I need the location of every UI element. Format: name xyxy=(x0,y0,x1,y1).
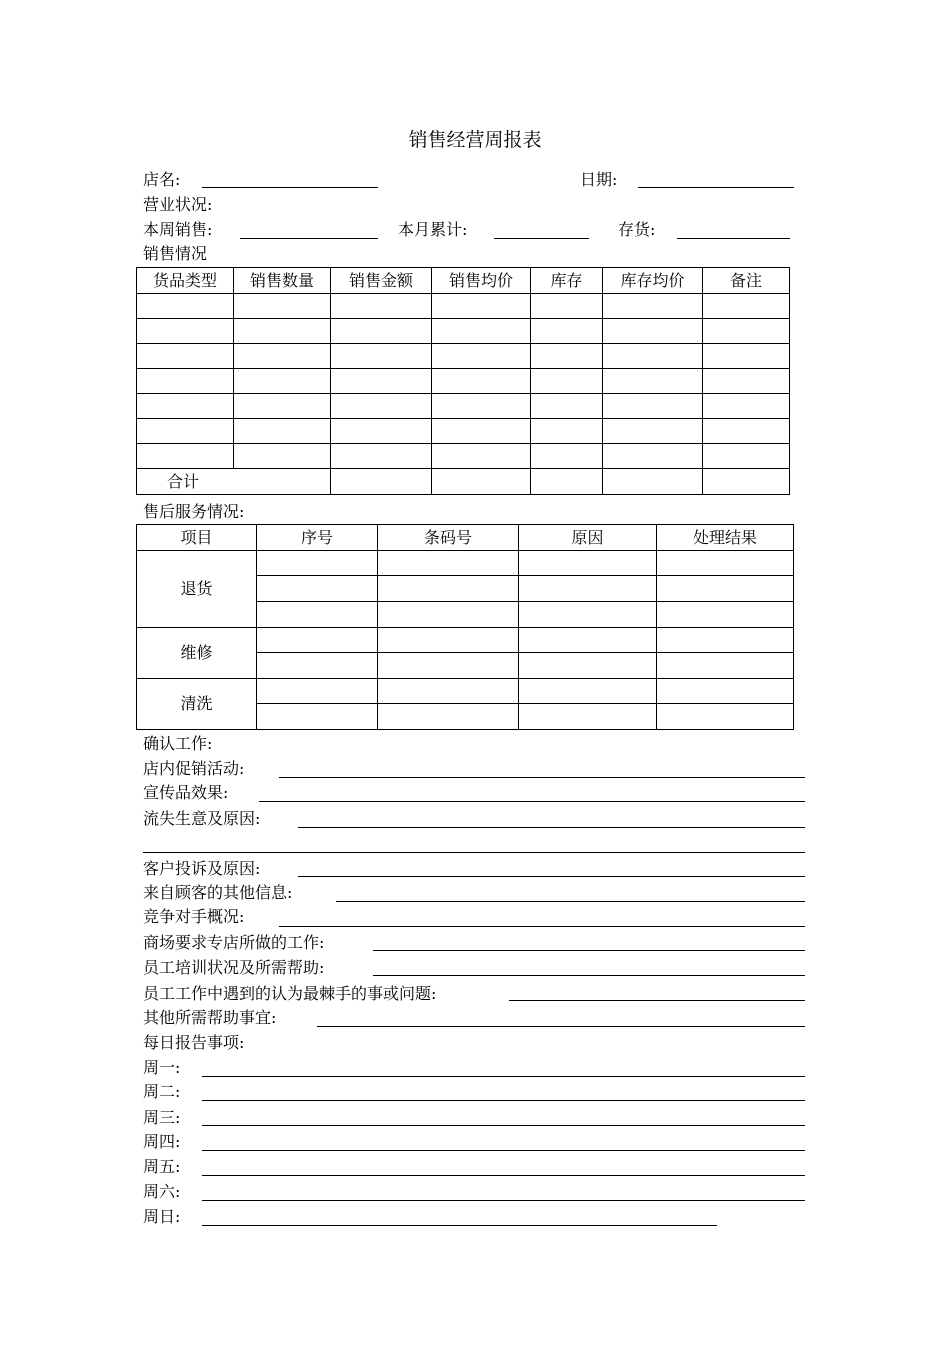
column-header: 销售均价 xyxy=(432,268,531,294)
item-cleaning: 清洗 xyxy=(137,679,257,730)
column-header: 处理结果 xyxy=(657,525,794,551)
table-cell[interactable] xyxy=(331,369,432,394)
table-cell[interactable] xyxy=(603,419,703,444)
competitor-field[interactable] xyxy=(279,926,805,927)
table-cell[interactable] xyxy=(234,394,331,419)
complaint-label: 客户投诉及原因: xyxy=(143,859,261,878)
other-help-label: 其他所需帮助事宜: xyxy=(143,1008,277,1027)
table-row xyxy=(137,394,790,419)
table-cell[interactable] xyxy=(257,653,378,679)
complaint-field[interactable] xyxy=(298,876,805,877)
table-cell[interactable] xyxy=(234,294,331,319)
table-cell[interactable] xyxy=(257,628,378,653)
sales-header-row xyxy=(137,268,790,294)
table-cell[interactable] xyxy=(703,394,790,419)
table-cell[interactable] xyxy=(531,469,603,495)
lost-business-field-line-2[interactable] xyxy=(143,852,805,853)
mall-request-field[interactable] xyxy=(373,950,805,951)
table-cell[interactable] xyxy=(331,419,432,444)
table-cell[interactable] xyxy=(137,294,234,319)
weekly-sales-label: 本周销售: xyxy=(143,220,213,239)
column-header: 项目 xyxy=(137,525,257,551)
month-total-label: 本月累计: xyxy=(398,220,468,239)
thursday-field[interactable] xyxy=(202,1150,805,1151)
table-cell[interactable] xyxy=(331,344,432,369)
table-cell[interactable] xyxy=(703,344,790,369)
column-header: 库存 xyxy=(531,268,603,294)
tuesday-field[interactable] xyxy=(202,1100,805,1101)
table-cell[interactable] xyxy=(137,319,234,344)
weekly-sales-field[interactable] xyxy=(240,238,378,239)
table-row xyxy=(137,344,790,369)
table-cell[interactable] xyxy=(519,551,657,576)
table-cell[interactable] xyxy=(531,344,603,369)
table-cell[interactable] xyxy=(519,704,657,730)
table-cell[interactable] xyxy=(257,679,378,704)
page-title: 销售经营周报表 xyxy=(408,129,542,151)
thursday-label: 周四: xyxy=(143,1132,181,1151)
item-repair: 维修 xyxy=(137,628,257,679)
table-cell[interactable] xyxy=(137,344,234,369)
table-cell[interactable] xyxy=(234,344,331,369)
table-cell[interactable] xyxy=(657,551,794,576)
column-header: 库存均价 xyxy=(603,268,703,294)
table-cell[interactable] xyxy=(531,369,603,394)
table-cell[interactable] xyxy=(603,344,703,369)
table-cell[interactable] xyxy=(378,602,519,628)
table-cell[interactable] xyxy=(432,394,531,419)
table-cell[interactable] xyxy=(519,628,657,653)
table-cell[interactable] xyxy=(331,294,432,319)
monday-label: 周一: xyxy=(143,1058,181,1077)
table-cell[interactable] xyxy=(603,294,703,319)
column-header: 货品类型 xyxy=(137,268,234,294)
table-cell[interactable] xyxy=(234,444,331,469)
column-header: 销售金额 xyxy=(331,268,432,294)
table-cell[interactable] xyxy=(432,344,531,369)
table-cell[interactable] xyxy=(703,369,790,394)
table-cell[interactable] xyxy=(432,294,531,319)
table-cell[interactable] xyxy=(519,576,657,602)
after-sales-section-label: 售后服务情况: xyxy=(143,502,245,521)
column-header: 销售数量 xyxy=(234,268,331,294)
lost-business-label: 流失生意及原因: xyxy=(143,809,261,828)
after-sales-header-row xyxy=(137,525,794,551)
table-cell[interactable] xyxy=(137,394,234,419)
table-row xyxy=(137,419,790,444)
table-cell[interactable] xyxy=(603,469,703,495)
sales-table xyxy=(136,267,790,495)
table-cell[interactable] xyxy=(703,319,790,344)
inventory-field[interactable] xyxy=(677,238,790,239)
table-cell[interactable] xyxy=(257,602,378,628)
friday-label: 周五: xyxy=(143,1157,181,1176)
table-cell[interactable] xyxy=(531,444,603,469)
difficult-issue-field[interactable] xyxy=(509,1000,805,1001)
table-row xyxy=(137,444,790,469)
table-cell[interactable] xyxy=(603,369,703,394)
table-cell[interactable] xyxy=(378,679,519,704)
table-cell[interactable] xyxy=(703,469,790,495)
table-cell[interactable] xyxy=(703,294,790,319)
table-cell[interactable] xyxy=(378,576,519,602)
saturday-field[interactable] xyxy=(202,1200,805,1201)
customer-info-label: 来自顾客的其他信息: xyxy=(143,883,293,902)
table-row xyxy=(137,679,794,704)
business-status-label: 营业状况: xyxy=(143,195,213,214)
saturday-label: 周六: xyxy=(143,1182,181,1201)
table-row xyxy=(137,551,794,576)
table-cell[interactable] xyxy=(603,394,703,419)
sales-section-label: 销售情况 xyxy=(143,244,208,263)
table-row xyxy=(137,294,790,319)
mall-request-label: 商场要求专店所做的工作: xyxy=(143,933,325,952)
table-cell[interactable] xyxy=(657,679,794,704)
promotion-label: 店内促销活动: xyxy=(143,759,245,778)
table-cell[interactable] xyxy=(378,704,519,730)
table-cell[interactable] xyxy=(519,679,657,704)
table-cell[interactable] xyxy=(137,369,234,394)
other-help-field[interactable] xyxy=(317,1026,805,1027)
column-header: 原因 xyxy=(519,525,657,551)
staff-training-label: 员工培训状况及所需帮助: xyxy=(143,958,325,977)
table-cell[interactable] xyxy=(432,419,531,444)
table-cell[interactable] xyxy=(257,704,378,730)
column-header: 备注 xyxy=(703,268,790,294)
total-label: 合计 xyxy=(137,469,331,495)
table-cell[interactable] xyxy=(531,319,603,344)
table-cell[interactable] xyxy=(531,419,603,444)
after-sales-table xyxy=(136,524,794,730)
store-name-label: 店名: xyxy=(143,170,181,189)
table-cell[interactable] xyxy=(378,628,519,653)
table-cell[interactable] xyxy=(519,602,657,628)
table-cell[interactable] xyxy=(657,628,794,653)
table-cell[interactable] xyxy=(331,394,432,419)
confirm-section-label: 确认工作: xyxy=(143,734,213,753)
table-cell[interactable] xyxy=(331,319,432,344)
column-header: 序号 xyxy=(257,525,378,551)
store-name-field[interactable] xyxy=(202,187,378,188)
wednesday-field[interactable] xyxy=(202,1125,805,1126)
table-cell[interactable] xyxy=(703,444,790,469)
table-cell[interactable] xyxy=(234,319,331,344)
table-cell[interactable] xyxy=(657,576,794,602)
item-return: 退货 xyxy=(137,551,257,628)
table-cell[interactable] xyxy=(137,444,234,469)
promotion-field[interactable] xyxy=(279,777,805,778)
table-cell[interactable] xyxy=(432,319,531,344)
lost-business-field[interactable] xyxy=(298,827,805,828)
table-cell[interactable] xyxy=(257,551,378,576)
wednesday-label: 周三: xyxy=(143,1108,181,1127)
table-cell[interactable] xyxy=(531,394,603,419)
table-row xyxy=(137,628,794,653)
table-cell[interactable] xyxy=(378,551,519,576)
tuesday-label: 周二: xyxy=(143,1082,181,1101)
friday-field[interactable] xyxy=(202,1175,805,1176)
date-label: 日期: xyxy=(580,170,618,189)
table-cell[interactable] xyxy=(234,419,331,444)
date-field[interactable] xyxy=(638,187,794,188)
total-row xyxy=(137,469,790,495)
table-cell[interactable] xyxy=(432,444,531,469)
table-cell[interactable] xyxy=(703,419,790,444)
table-row xyxy=(137,319,790,344)
table-cell[interactable] xyxy=(257,576,378,602)
table-cell[interactable] xyxy=(657,704,794,730)
difficult-issue-label: 员工工作中遇到的认为最棘手的事或问题: xyxy=(143,984,437,1003)
daily-section-label: 每日报告事项: xyxy=(143,1033,245,1052)
month-total-field[interactable] xyxy=(494,238,589,239)
promo-material-field[interactable] xyxy=(259,801,805,802)
table-cell[interactable] xyxy=(519,653,657,679)
table-cell[interactable] xyxy=(331,469,432,495)
customer-info-field[interactable] xyxy=(336,901,805,902)
table-cell[interactable] xyxy=(603,444,703,469)
inventory-label: 存货: xyxy=(618,220,656,239)
table-cell[interactable] xyxy=(378,653,519,679)
sunday-field[interactable] xyxy=(202,1225,717,1226)
table-cell[interactable] xyxy=(234,369,331,394)
table-cell[interactable] xyxy=(531,294,603,319)
sunday-label: 周日: xyxy=(143,1207,181,1226)
table-cell[interactable] xyxy=(657,653,794,679)
table-cell[interactable] xyxy=(603,319,703,344)
competitor-label: 竞争对手概况: xyxy=(143,907,245,926)
table-cell[interactable] xyxy=(331,444,432,469)
promo-material-label: 宣传品效果: xyxy=(143,783,229,802)
staff-training-field[interactable] xyxy=(373,975,805,976)
table-cell[interactable] xyxy=(432,469,531,495)
table-cell[interactable] xyxy=(657,602,794,628)
monday-field[interactable] xyxy=(202,1076,805,1077)
column-header: 条码号 xyxy=(378,525,519,551)
table-row xyxy=(137,369,790,394)
table-cell[interactable] xyxy=(137,419,234,444)
table-cell[interactable] xyxy=(432,369,531,394)
